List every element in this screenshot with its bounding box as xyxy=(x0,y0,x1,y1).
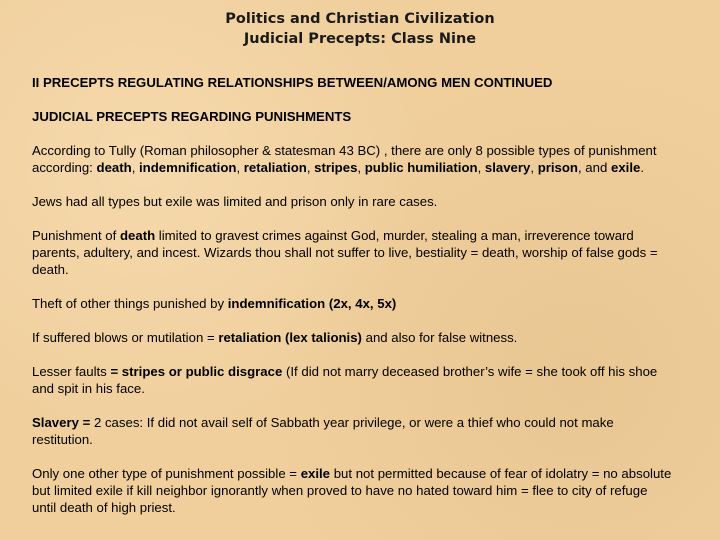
retaliation-pre: If suffered blows or mutilation = xyxy=(32,330,219,345)
and-text: , and xyxy=(577,160,611,175)
death-post: limited to gravest crimes against God, murder, stealing a man, irreverence toward parents, adultery, and incest. Wizards thou shall not suffer to live, bestiality = death, worship of false gods = death. xyxy=(32,228,658,277)
paragraph-lesser-faults xyxy=(32,363,672,397)
type-public-humiliation: public humiliation xyxy=(364,160,478,175)
death-bold: death xyxy=(119,228,156,243)
retaliation-bold: retaliation (lex talionis) xyxy=(218,330,362,345)
faults-post: (If did not marry deceased brother’s wife = she took off his shoe and spit in his face. xyxy=(32,364,658,396)
type-stripes: stripes xyxy=(314,160,358,175)
exile-bold: exile xyxy=(300,466,331,481)
paragraph-exile xyxy=(32,465,672,516)
type-slavery: slavery xyxy=(484,160,531,175)
retaliation-post: and also for false witness. xyxy=(361,330,518,345)
tully-intro: According to Tully (Roman philosopher & statesman 43 BC) , there are only 8 possible types of punishment according: xyxy=(32,143,657,175)
slavery-post: 2 cases: If did not avail self of Sabbath year privilege, or were a thief who could not make restitution. xyxy=(32,415,614,447)
death-pre: Punishment of xyxy=(32,228,120,243)
paragraph-tully: According to Tully (Roman philosopher & statesman 43 BC) , there are only 8 possible types of punishment according: death, indemnification, retaliation, stripes, public humiliation, slavery, prison, and exile. xyxy=(32,143,657,175)
section-heading: II PRECEPTS REGULATING RELATIONSHIPS BETWEEN/AMONG MEN CONTINUED xyxy=(32,75,553,90)
faults-bold: = stripes or public disgrace xyxy=(110,364,283,379)
type-indemnification: indemnification xyxy=(139,160,237,175)
period: . xyxy=(640,160,644,175)
paragraph-retaliation xyxy=(32,329,672,346)
type-exile: exile xyxy=(610,160,641,175)
slide-body xyxy=(32,74,672,533)
paragraph-slavery xyxy=(32,414,672,448)
slide-title xyxy=(0,9,720,49)
title-line-2: Judicial Precepts: Class Nine xyxy=(243,31,477,47)
paragraph-jews: Jews had all types but exile was limited and prison only in rare cases. xyxy=(32,194,438,209)
subheading: JUDICIAL PRECEPTS REGARDING PUNISHMENTS xyxy=(32,109,352,124)
type-retaliation: retaliation xyxy=(243,160,307,175)
type-death: death xyxy=(96,160,132,175)
slavery-bold: Slavery = xyxy=(32,415,91,430)
paragraph-death xyxy=(32,227,672,278)
paragraph-theft xyxy=(32,295,672,312)
theft-bold: indemnification (2x, 4x, 5x) xyxy=(227,296,397,311)
theft-pre: Theft of other things punished by xyxy=(32,296,228,311)
exile-post: but not permitted because of fear of idolatry = no absolute but limited exile if kill neighbor ignorantly when proved to have no hated toward him = flee to city of refuge until death of high priest. xyxy=(32,466,672,515)
type-prison: prison xyxy=(537,160,578,175)
title-line-1: Politics and Christian Civilization xyxy=(225,11,495,27)
faults-pre: Lesser faults xyxy=(32,364,111,379)
exile-pre: Only one other type of punishment possible = xyxy=(32,466,301,481)
